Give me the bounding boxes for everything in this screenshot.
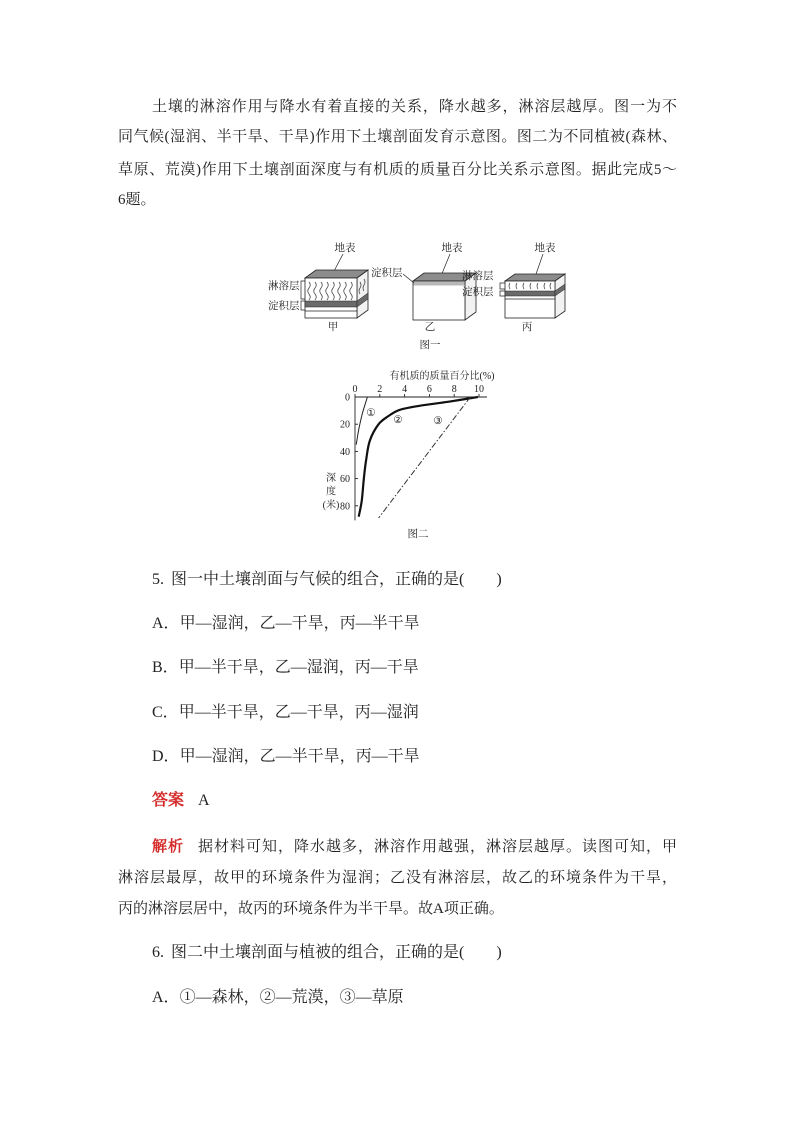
panel-label: 乙 <box>424 322 436 333</box>
label-leader-line <box>403 274 414 283</box>
surface-label: 地表 <box>334 243 356 254</box>
label-bracket <box>500 283 505 289</box>
option-text: 甲—半干旱，乙—干旱，丙—湿润 <box>178 704 419 721</box>
intro-line: 6题。 <box>118 192 156 208</box>
illuvial-layer-band <box>305 301 357 307</box>
analysis-line: 淋溶层最厚，故甲的环境条件为湿润；乙没有淋溶层，故乙的环境条件为干旱， <box>118 870 677 886</box>
y-tick-label: 0 <box>345 392 350 404</box>
y-axis-title-part: 深 <box>326 473 336 484</box>
surface-leader-line <box>535 254 543 277</box>
x-tick-label: 10 <box>474 384 484 395</box>
question-number: 6. <box>152 944 164 961</box>
illuvial-layer-band <box>505 291 555 296</box>
series-line-2 <box>359 397 478 517</box>
x-tick-label: 8 <box>451 384 457 395</box>
soil-profile-yi <box>371 241 476 333</box>
intro-line: 同气候(湿润、半干旱、干旱)作用下土壤剖面发育示意图。图二为不同植被(森林、 <box>118 129 677 145</box>
panel-label: 甲 <box>327 322 339 333</box>
option-a <box>152 613 420 635</box>
figure-2 <box>323 369 495 540</box>
option-b <box>152 657 419 679</box>
option-letter: D． <box>152 748 180 765</box>
question-6-stem <box>152 942 502 964</box>
answer-label: 答案 <box>152 792 185 809</box>
answer-value: A <box>198 792 210 809</box>
option-text: 甲—湿润，乙—干旱，丙—半干旱 <box>179 615 420 632</box>
y-tick-label: 80 <box>340 501 350 513</box>
label-bracket <box>301 301 305 310</box>
figure-1 <box>268 241 565 351</box>
soil-profile-bing <box>462 241 565 333</box>
leaching-layer-label: 淋溶层 <box>268 281 300 292</box>
soil-profile-jia <box>268 241 368 333</box>
option-c <box>152 702 419 724</box>
profile-front-face <box>413 281 465 320</box>
analysis-text: 据材料可知，降水越多，淋溶作用越强，淋溶层越厚。读图可知，甲 <box>198 839 677 855</box>
figure-1-caption: 图一 <box>419 340 441 351</box>
option-letter: A． <box>152 989 180 1006</box>
y-axis-title <box>323 472 340 511</box>
option-a <box>152 987 404 1009</box>
option-letter: A． <box>152 615 180 632</box>
x-tick-label: 0 <box>352 384 358 395</box>
option-text: 甲—湿润，乙—半干旱，丙—干旱 <box>179 748 420 765</box>
y-tick-label: 20 <box>340 419 350 431</box>
figure-2-caption: 图二 <box>407 529 429 540</box>
profile-front-face <box>305 278 357 318</box>
figure-2-chart <box>323 384 487 520</box>
series-label: ② <box>393 415 403 426</box>
illuvial-layer-band <box>414 282 465 286</box>
label-bracket <box>301 281 305 299</box>
x-tick-label: 4 <box>402 384 408 395</box>
surface-label: 地表 <box>441 243 463 254</box>
option-letter: C． <box>152 704 179 721</box>
analysis-line: 丙的淋溶层居中，故丙的环境条件为半干旱。故A项正确。 <box>118 901 504 917</box>
series-label: ① <box>366 408 376 419</box>
analysis-label: 解析 <box>152 839 184 855</box>
series-line-1 <box>356 397 367 445</box>
question-text: 图二中土壤剖面与植被的组合，正确的是( ) <box>171 944 502 961</box>
question-text: 图一中土壤剖面与气候的组合，正确的是( ) <box>171 571 502 588</box>
option-text: ①—森林，②—荒漠，③—草原 <box>179 989 404 1006</box>
illuvial-layer-label: 淀积层 <box>462 287 494 298</box>
analysis-line <box>152 836 677 858</box>
x-tick-label: 2 <box>377 384 383 395</box>
question-number: 5. <box>152 571 164 588</box>
y-axis-title-part: 度 <box>326 486 336 498</box>
panel-label: 丙 <box>521 322 533 333</box>
question-5-stem <box>152 569 502 591</box>
option-d <box>152 746 420 768</box>
option-text: 甲—半干旱，乙—湿润，丙—干旱 <box>178 659 419 676</box>
y-axis-title-part: (米) <box>322 500 340 511</box>
illuvial-layer-label: 淀积层 <box>371 268 403 279</box>
surface-label: 地表 <box>534 243 556 254</box>
x-axis-title: 有机质的质量百分比(%) <box>389 371 495 382</box>
y-tick-label: 40 <box>340 446 350 458</box>
y-tick-label: 60 <box>340 474 350 486</box>
answer-line <box>152 790 210 812</box>
intro-line: 土壤的淋溶作用与降水有着直接的关系，降水越多，淋溶层越厚。图一为不 <box>152 99 677 115</box>
intro-line: 草原、荒漠)作用下土壤剖面深度与有机质的质量百分比关系示意图。据此完成5～ <box>118 162 677 178</box>
leaching-layer-label: 淋溶层 <box>462 271 494 282</box>
x-tick-label: 6 <box>426 384 432 395</box>
label-bracket <box>500 291 505 296</box>
profile-side-face <box>555 274 565 318</box>
option-letter: B． <box>152 659 179 676</box>
series-label: ③ <box>433 416 443 427</box>
illuvial-layer-label: 淀积层 <box>268 301 300 312</box>
